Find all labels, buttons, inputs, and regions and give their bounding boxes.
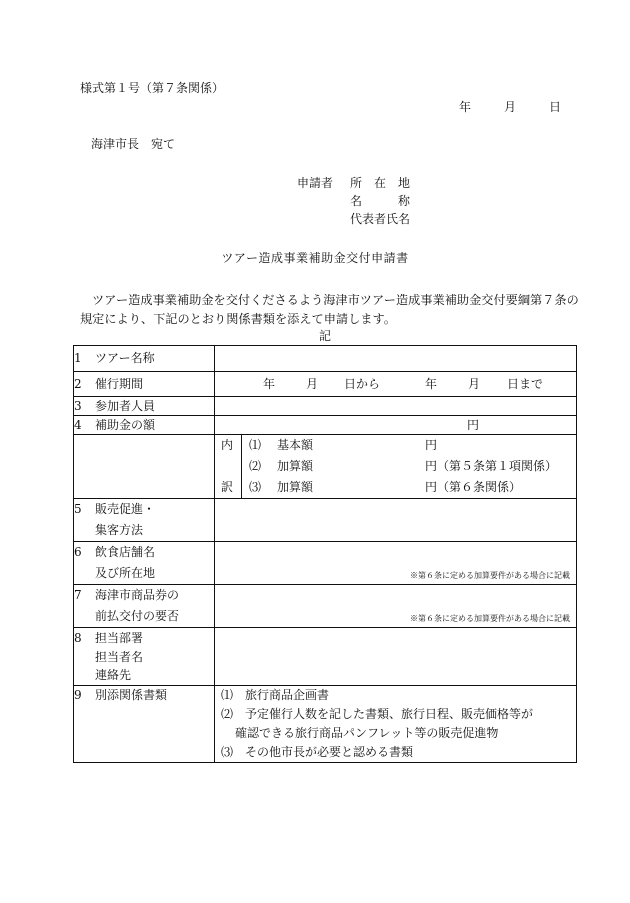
attachment-item: ⑵ 予定催行人数を記した書類、旅行日程、販売価格等が	[221, 706, 534, 721]
item-yen: 円（第５条第１項関係）	[425, 459, 558, 473]
breakdown-divider	[241, 435, 242, 498]
row-number: 4	[74, 418, 82, 432]
addressee: 海津市長 宛て	[91, 137, 176, 151]
breakdown-cell	[215, 435, 577, 499]
row-label: 担当部署	[95, 631, 144, 645]
row-sales-promotion	[74, 499, 577, 542]
subsidy-yen: 円	[467, 418, 480, 432]
applicant-representative: 代表者氏名	[350, 212, 411, 226]
row-number: 1	[74, 351, 82, 365]
voucher-note: ※第６条に定める加算要件がある場合に記載	[410, 614, 570, 623]
row-number: 5	[74, 502, 82, 516]
row-number: 8	[74, 631, 82, 645]
date-line	[459, 101, 561, 113]
item-yen: 円（第６条関係）	[425, 480, 522, 494]
row-voucher	[74, 585, 577, 628]
participants-field[interactable]	[215, 397, 577, 416]
item-name: 基本額	[277, 438, 314, 452]
period-end-year: 年	[425, 377, 438, 391]
row-number: 7	[74, 588, 82, 602]
period-start-year: 年	[263, 377, 276, 391]
date-day: 日	[549, 100, 562, 114]
attachments-cell	[215, 685, 577, 762]
row-breakdown	[74, 435, 577, 499]
row-label: 連絡先	[95, 668, 132, 682]
row-attachments	[74, 685, 577, 762]
breakdown-uchi-label: 内	[221, 438, 234, 452]
row-label: 担当者名	[95, 649, 144, 664]
item-name: 加算額	[277, 480, 314, 494]
voucher-field[interactable]	[215, 585, 577, 628]
row-contact	[74, 628, 577, 686]
row-label: 前払交付の要否	[95, 609, 180, 623]
row-number: 6	[74, 545, 82, 559]
applicant-name: 名 称	[350, 194, 411, 208]
body-text: ツアー造成事業補助金を交付くださるよう海津市ツアー造成事業補助金交付要綱第７条の規定により、下記のとおり関係書類を添えて申請します。	[80, 293, 579, 326]
form-id: 様式第１号（第７条関係）	[80, 81, 225, 95]
period-start-month: 月	[306, 377, 319, 391]
row-restaurant	[74, 542, 577, 585]
restaurant-note: ※第６条に定める加算要件がある場合に記載	[410, 571, 570, 580]
period-start-day: 日から	[344, 377, 381, 391]
tour-name-field[interactable]	[215, 346, 577, 372]
period-end-month: 月	[468, 377, 481, 391]
restaurant-field[interactable]	[215, 542, 577, 585]
row-number: 3	[74, 399, 82, 413]
item-number: ⑵	[249, 459, 262, 473]
row-label: 及び所在地	[95, 566, 156, 580]
breakdown-item[interactable]	[249, 435, 579, 456]
breakdown-item[interactable]	[249, 456, 579, 477]
document-title: ツアー造成事業補助金交付申請書	[221, 251, 409, 265]
row-label: 催行期間	[95, 377, 144, 391]
row-period	[74, 372, 577, 397]
row-label: ツアー名称	[95, 351, 155, 365]
applicant-address: 所 在 地	[350, 176, 411, 190]
attachment-item: ⑴ 旅行商品企画書	[221, 687, 330, 702]
attachment-item: ⑶ その他市長が必要と認める書類	[221, 744, 414, 759]
row-number: 2	[74, 377, 82, 391]
item-name: 加算額	[277, 459, 314, 473]
period-field[interactable]	[215, 372, 577, 397]
item-number: ⑴	[249, 438, 262, 452]
period-end-day: 日まで	[507, 377, 544, 391]
attachment-item-continued: 確認できる旅行商品パンフレット等の販売促進物	[235, 725, 499, 740]
item-number: ⑶	[249, 480, 262, 494]
subsidy-amount-field[interactable]	[215, 416, 577, 435]
item-yen: 円	[425, 438, 438, 452]
row-number: 9	[74, 687, 82, 702]
row-label: 集客方法	[95, 523, 144, 537]
row-label: 別添関係書類	[95, 687, 168, 702]
row-label: 補助金の額	[95, 418, 156, 432]
date-year: 年	[459, 100, 472, 114]
row-tour-name	[74, 346, 577, 372]
row-label: 参加者人員	[95, 399, 156, 413]
contact-field[interactable]	[215, 628, 577, 686]
sales-promotion-field[interactable]	[215, 499, 577, 542]
date-month: 月	[504, 100, 517, 114]
application-table	[73, 345, 577, 763]
ki-heading: 記	[318, 329, 331, 343]
row-subsidy-amount	[74, 416, 577, 435]
row-label: 販売促進・	[95, 502, 156, 516]
row-participants	[74, 397, 577, 416]
breakdown-item[interactable]	[249, 477, 579, 498]
breakdown-wake-label: 訳	[221, 480, 234, 494]
applicant-label: 申請者	[297, 176, 334, 190]
row-label: 海津市商品券の	[95, 588, 180, 602]
row-label: 飲食店舗名	[95, 545, 156, 559]
